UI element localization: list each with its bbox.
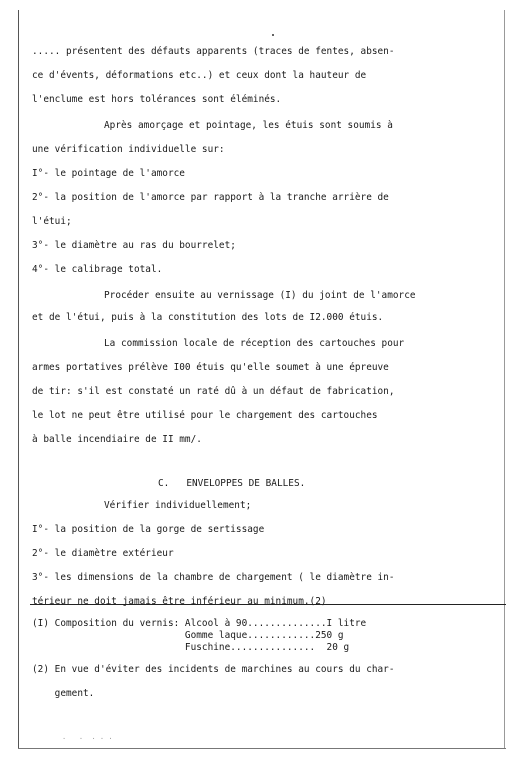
body-line: ce d'évents, déformations etc..) et ceux dont la hauteur de xyxy=(32,70,367,81)
page-border-bottom xyxy=(18,748,506,749)
top-mark xyxy=(272,34,274,36)
section-heading: C. ENVELOPPES DE BALLES. xyxy=(158,478,306,489)
body-line: de tir: s'il est constaté un raté dû à un défaut de fabrication, xyxy=(32,386,395,397)
body-line: Après amorçage et pointage, les étuis sont soumis à xyxy=(104,120,393,131)
footnote: Fuschine............... 20 g xyxy=(32,642,350,653)
body-line: Vérifier individuellement; xyxy=(104,500,252,511)
list-item: I°- la position de la gorge de sertissage xyxy=(32,524,265,535)
body-line: Procéder ensuite au vernissage (I) du joint de l'amorce xyxy=(104,290,416,301)
body-line: une vérification individuelle sur: xyxy=(32,144,225,155)
footnote: gement. xyxy=(32,688,95,699)
body-line: armes portatives prélève I00 étuis qu'elle soumet à une épreuve xyxy=(32,362,389,373)
body-line: ..... présentent des défauts apparents (traces de fentes, absen- xyxy=(32,46,395,57)
body-line: et de l'étui, puis à la constitution des lots de I2.000 étuis. xyxy=(32,312,384,323)
body-line: l'enclume est hors tolérances sont éléminés. xyxy=(32,94,282,105)
scan-speckle: · · · · · xyxy=(62,735,113,743)
footnote: (2) En vue d'éviter des incidents de marchines au cours du char- xyxy=(32,664,395,675)
list-item: I°- le pointage de l'amorce xyxy=(32,168,185,179)
page-border-left xyxy=(18,10,19,748)
body-line: le lot ne peut être utilisé pour le chargement des cartouches xyxy=(32,410,378,421)
footnote: Gomme laque............250 g xyxy=(32,630,344,641)
list-item: 2°- la position de l'amorce par rapport à la tranche arrière de xyxy=(32,192,389,203)
list-item: 3°- le diamètre au ras du bourrelet; xyxy=(32,240,236,251)
footnote: (I) Composition du vernis: Alcool à 90..............I litre xyxy=(32,618,367,629)
body-line: à balle incendiaire de II mm/. xyxy=(32,434,202,445)
page-border-right xyxy=(504,10,505,748)
body-line: La commission locale de réception des cartouches pour xyxy=(104,338,405,349)
list-item: 4°- le calibrage total. xyxy=(32,264,163,275)
body-line: l'étui; xyxy=(32,216,72,227)
list-item: 3°- les dimensions de la chambre de chargement ( le diamètre in- xyxy=(32,572,395,583)
body-line: térieur ne doit jamais être inférieur au minimum.(2) xyxy=(32,596,327,607)
footnote-separator xyxy=(30,604,506,605)
list-item: 2°- le diamètre extérieur xyxy=(32,548,174,559)
